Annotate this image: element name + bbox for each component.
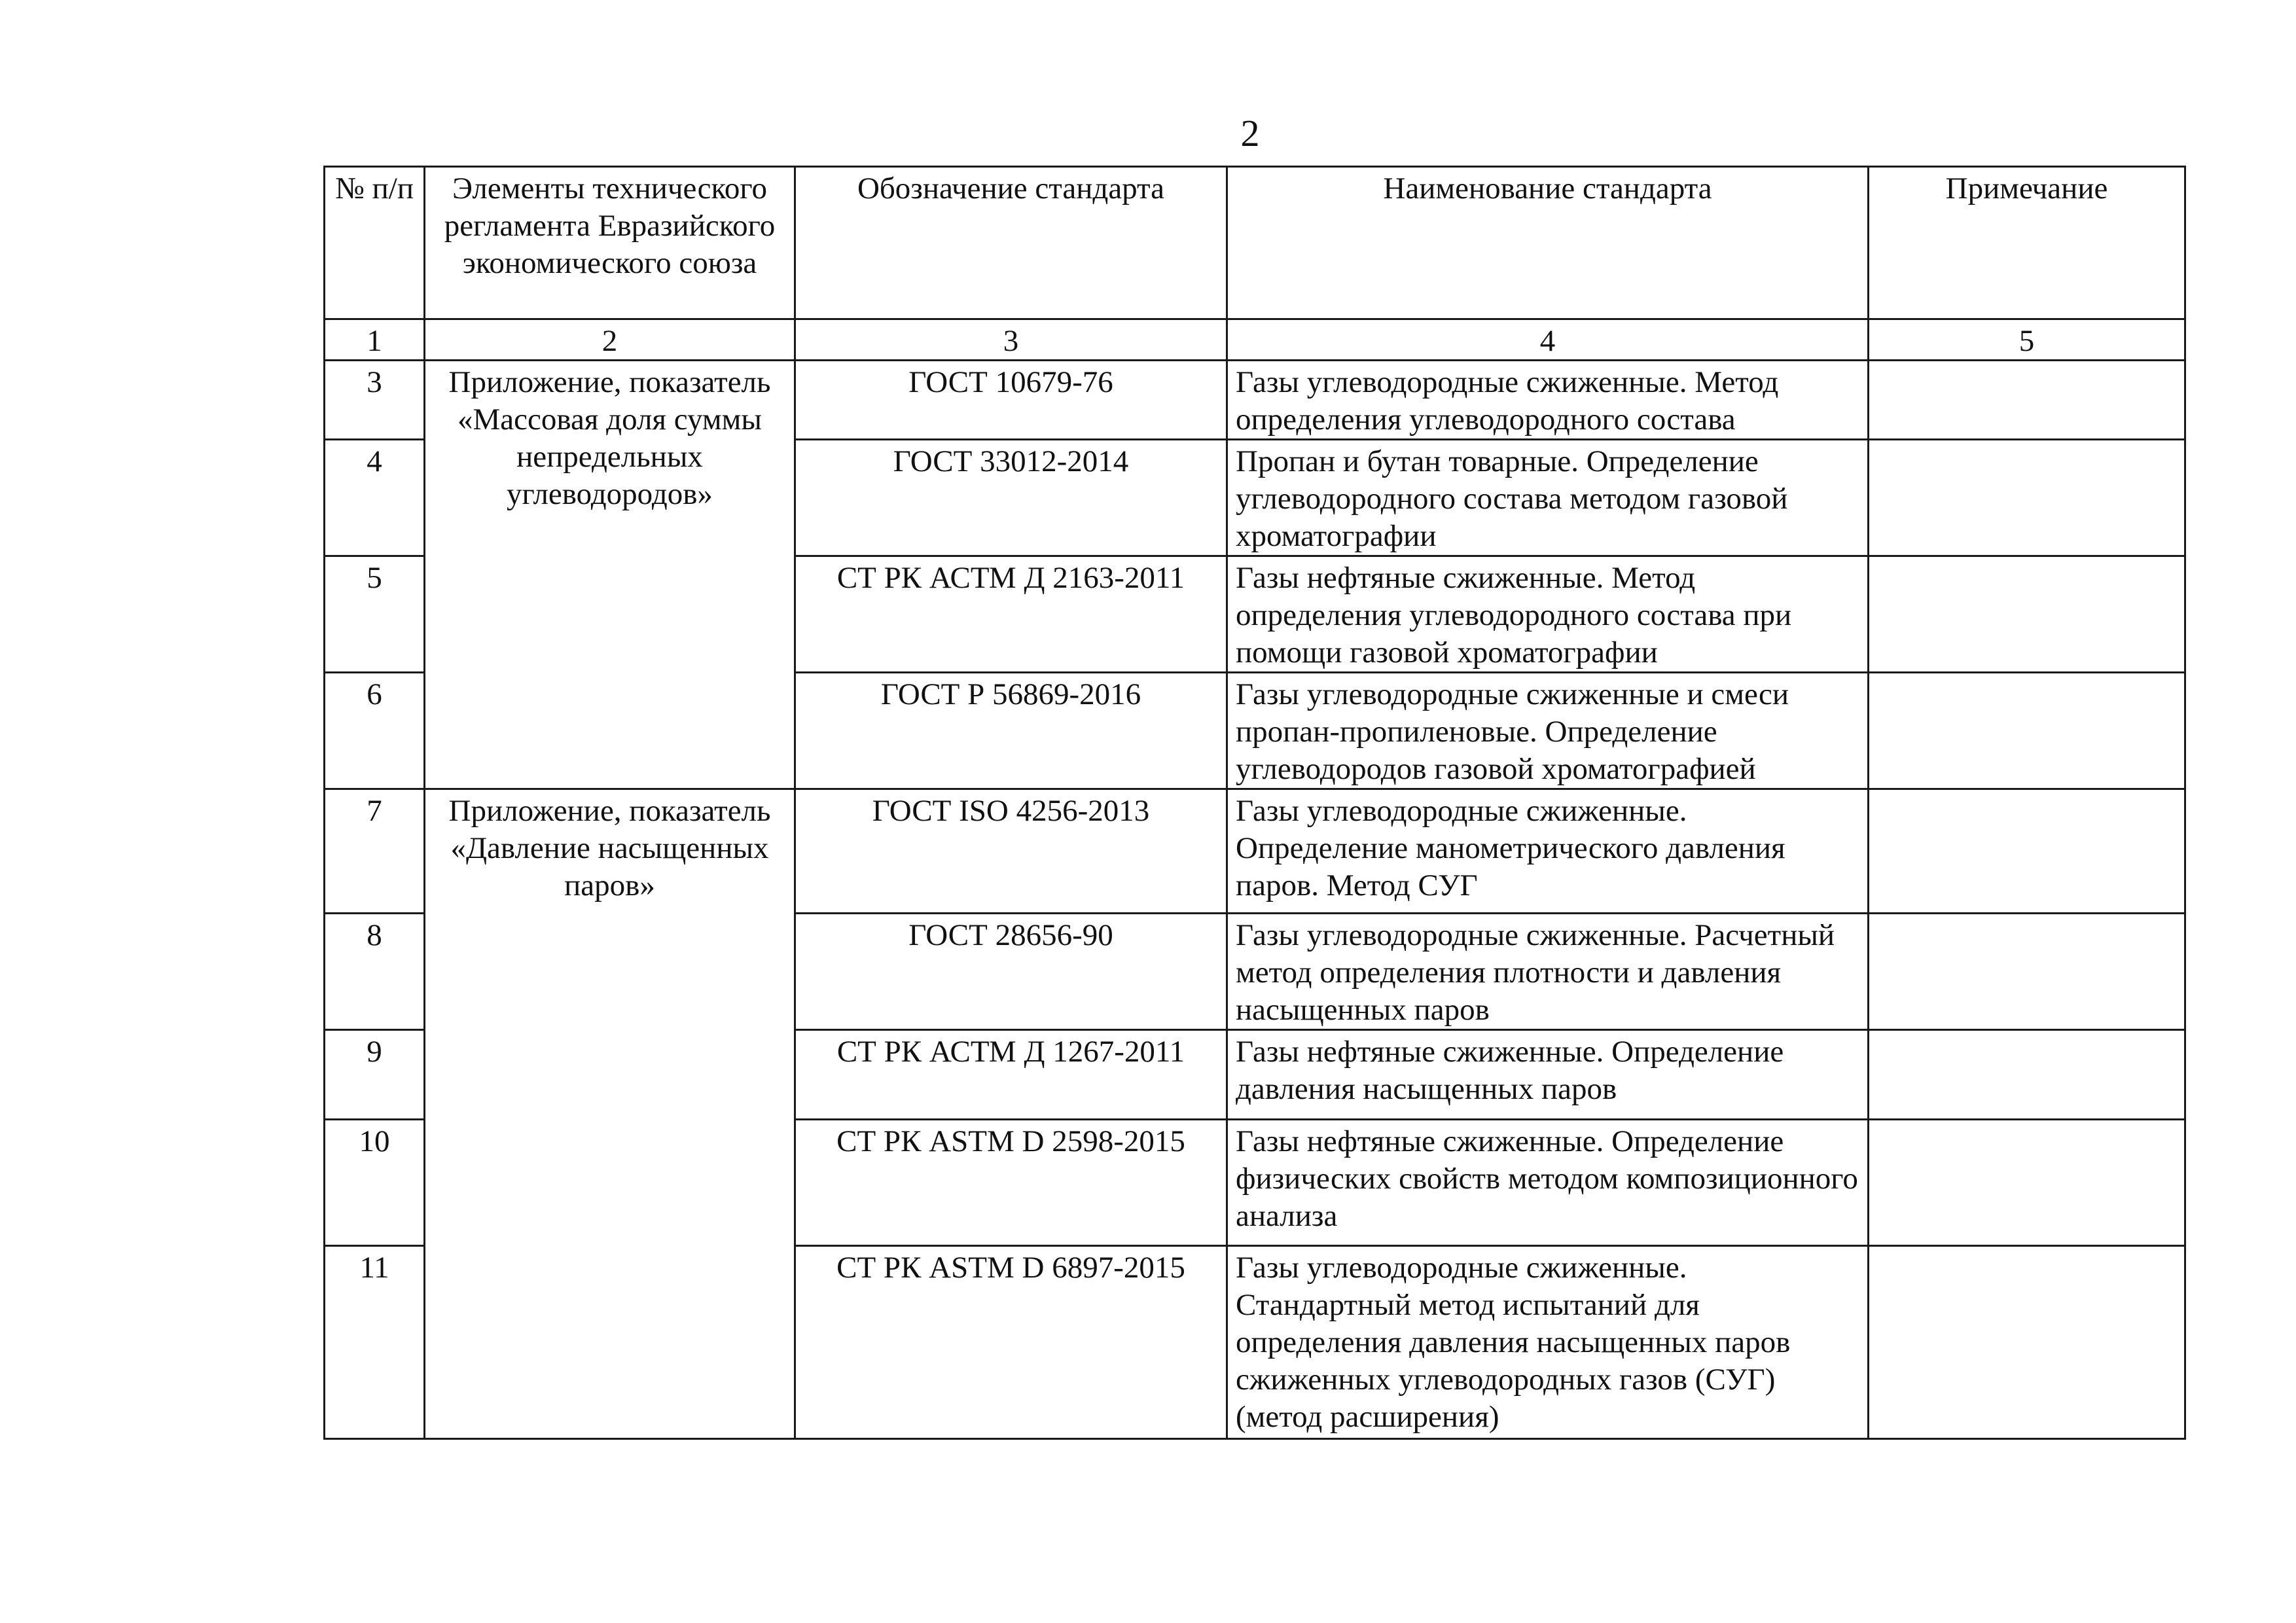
standard-name: Газы углеводородные сжиженные. Определение манометрического давления паров. Метод СУГ xyxy=(1227,789,1869,914)
standard-designation: ГОСТ 33012-2014 xyxy=(795,440,1227,556)
column-number: 1 xyxy=(325,319,425,361)
column-number: 5 xyxy=(1869,319,2185,361)
standard-designation: ГОСТ 10679-76 xyxy=(795,361,1227,440)
header-standard-designation: Обозначение стандарта xyxy=(795,167,1227,319)
note-cell xyxy=(1869,440,2185,556)
standards-table xyxy=(323,166,2186,1440)
row-number: 7 xyxy=(325,789,425,914)
note-cell xyxy=(1869,361,2185,440)
standard-name: Пропан и бутан товарные. Определение углеводородного состава методом газовой хроматографии xyxy=(1227,440,1869,556)
standard-designation: СТ РК ASTM D 6897-2015 xyxy=(795,1246,1227,1439)
note-cell xyxy=(1869,673,2185,789)
note-cell xyxy=(1869,914,2185,1030)
note-cell xyxy=(1869,1246,2185,1439)
standard-designation: ГОСТ 28656-90 xyxy=(795,914,1227,1030)
standard-name: Газы нефтяные сжиженные. Определение физических свойств методом композиционного анализа xyxy=(1227,1120,1869,1246)
row-number: 9 xyxy=(325,1030,425,1120)
row-number: 6 xyxy=(325,673,425,789)
header-row xyxy=(325,167,2185,319)
row-number: 3 xyxy=(325,361,425,440)
header-standard-name: Наименование стандарта xyxy=(1227,167,1869,319)
row-number: 5 xyxy=(325,556,425,673)
column-number: 4 xyxy=(1227,319,1869,361)
standard-name: Газы углеводородные сжиженные. Стандартный метод испытаний для определения давления насыщенных паров сжиженных углеводородных газов (СУГ) (метод расширения) xyxy=(1227,1246,1869,1439)
row-number: 4 xyxy=(325,440,425,556)
standard-name: Газы углеводородные сжиженные. Метод определения углеводородного состава xyxy=(1227,361,1869,440)
table-row xyxy=(325,361,2185,440)
standard-name: Газы углеводородные сжиженные. Расчетный метод определения плотности и давления насыщенных паров xyxy=(1227,914,1869,1030)
standard-name: Газы нефтяные сжиженные. Метод определения углеводородного состава при помощи газовой хроматографии xyxy=(1227,556,1869,673)
standard-name: Газы нефтяные сжиженные. Определение давления насыщенных паров xyxy=(1227,1030,1869,1120)
column-number: 2 xyxy=(425,319,795,361)
header-note: Примечание xyxy=(1869,167,2185,319)
table-row xyxy=(325,789,2185,914)
regulation-element-cell: Приложение, показатель «Массовая доля суммы непредельных углеводородов» xyxy=(425,361,795,789)
column-number: 3 xyxy=(795,319,1227,361)
standard-designation: СТ РК АСТМ Д 2163-2011 xyxy=(795,556,1227,673)
standard-designation: СТ РК ASTM D 2598-2015 xyxy=(795,1120,1227,1246)
standard-designation: ГОСТ ISO 4256-2013 xyxy=(795,789,1227,914)
note-cell xyxy=(1869,556,2185,673)
standard-name: Газы углеводородные сжиженные и смеси пропан-пропиленовые. Определение углеводородов газовой хроматографией xyxy=(1227,673,1869,789)
header-regulation-elements: Элементы технического регламента Евразийского экономического союза xyxy=(425,167,795,319)
row-number: 10 xyxy=(325,1120,425,1246)
header-number: № п/п xyxy=(325,167,425,319)
standard-designation: СТ РК АСТМ Д 1267-2011 xyxy=(795,1030,1227,1120)
page-number: 2 xyxy=(1240,112,1260,154)
note-cell xyxy=(1869,1120,2185,1246)
standard-designation: ГОСТ Р 56869-2016 xyxy=(795,673,1227,789)
column-numbers-row xyxy=(325,319,2185,361)
note-cell xyxy=(1869,1030,2185,1120)
row-number: 11 xyxy=(325,1246,425,1439)
note-cell xyxy=(1869,789,2185,914)
row-number: 8 xyxy=(325,914,425,1030)
regulation-element-cell: Приложение, показатель «Давление насыщенных паров» xyxy=(425,789,795,1439)
